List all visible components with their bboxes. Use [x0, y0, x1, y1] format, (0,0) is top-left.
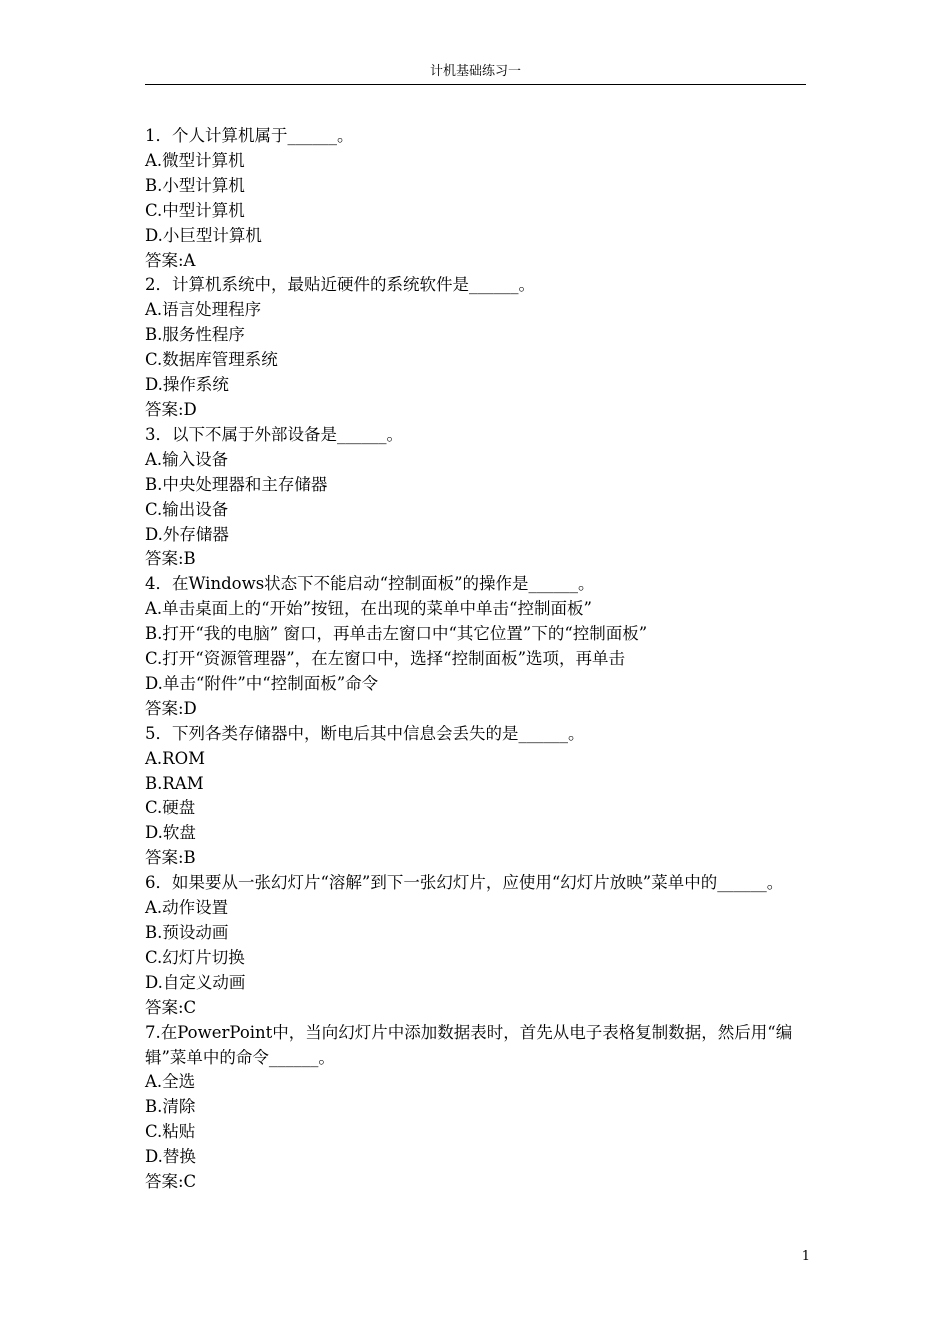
page-number: 1 [801, 1249, 810, 1264]
answer-line: 答案:D [145, 399, 197, 419]
option-a: A.语言处理程序 [145, 300, 262, 320]
option-b: B.打开“我的电脑” 窗口，再单击左窗口中“其它位置”下的“控制面板” [145, 624, 648, 644]
option-a: A.ROM [145, 748, 206, 768]
question-stem: 6．如果要从一张幻灯片“溶解”到下一张幻灯片，应使用“幻灯片放映”菜单中的______。 [145, 873, 784, 893]
option-a: A.微型计算机 [145, 150, 245, 170]
option-c: C.粘贴 [145, 1122, 196, 1142]
answer-line: 答案:B [145, 549, 196, 569]
question-block [145, 273, 807, 422]
question-stem: 3．以下不属于外部设备是______。 [145, 424, 403, 444]
option-c: C.中型计算机 [145, 200, 245, 220]
question-block [145, 871, 807, 1020]
question-stem: 2．计算机系统中，最贴近硬件的系统软件是______。 [145, 275, 535, 295]
question-stem: 5．下列各类存储器中，断电后其中信息会丢失的是______。 [145, 723, 585, 743]
option-b: B.清除 [145, 1097, 196, 1117]
option-c: C.打开“资源管理器”，在左窗口中，选择“控制面板”选项，再单击 [145, 649, 626, 669]
question-block [145, 722, 807, 871]
answer-line: 答案:B [145, 848, 196, 868]
option-a: A.全选 [145, 1072, 196, 1092]
option-d: D.软盘 [145, 823, 196, 843]
option-d: D.替换 [145, 1147, 196, 1167]
option-b: B.RAM [145, 773, 204, 793]
option-d: D.操作系统 [145, 375, 229, 395]
answer-line: 答案:D [145, 698, 197, 718]
option-b: B.小型计算机 [145, 175, 245, 195]
question-block [145, 124, 807, 273]
option-d: D.小巨型计算机 [145, 225, 262, 245]
question-stem: 1．个人计算机属于______。 [145, 126, 354, 145]
option-c: C.输出设备 [145, 499, 229, 519]
question-stem: 4．在Windows状态下不能启动“控制面板”的操作是______。 [145, 574, 595, 594]
option-c: C.数据库管理系统 [145, 350, 278, 370]
option-d: D.单击“附件”中“控制面板”命令 [145, 673, 379, 693]
question-block [145, 572, 807, 721]
option-b: B.中央处理器和主存储器 [145, 474, 328, 494]
question-stem: 7.在PowerPoint中，当向幻灯片中添加数据表时，首先从电子表格复制数据，然后用“编辑”菜单中的命令______。 [145, 1022, 793, 1067]
page-header [145, 62, 806, 85]
question-block [145, 423, 807, 572]
answer-line: 答案:A [145, 250, 196, 270]
option-d: D.自定义动画 [145, 972, 246, 992]
question-block [145, 1021, 807, 1195]
option-c: C.硬盘 [145, 798, 196, 818]
option-b: B.服务性程序 [145, 325, 245, 345]
header-title: 计机基础练习一 [429, 64, 521, 79]
answer-line: 答案:C [145, 1172, 197, 1192]
option-d: D.外存储器 [145, 524, 229, 544]
answer-line: 答案:C [145, 997, 197, 1017]
option-c: C.幻灯片切换 [145, 947, 245, 967]
option-a: A.单击桌面上的“开始”按钮，在出现的菜单中单击“控制面板” [145, 599, 592, 619]
option-a: A.输入设备 [145, 449, 229, 469]
document-body [145, 124, 807, 1195]
option-a: A.动作设置 [145, 898, 229, 918]
option-b: B.预设动画 [145, 923, 229, 942]
